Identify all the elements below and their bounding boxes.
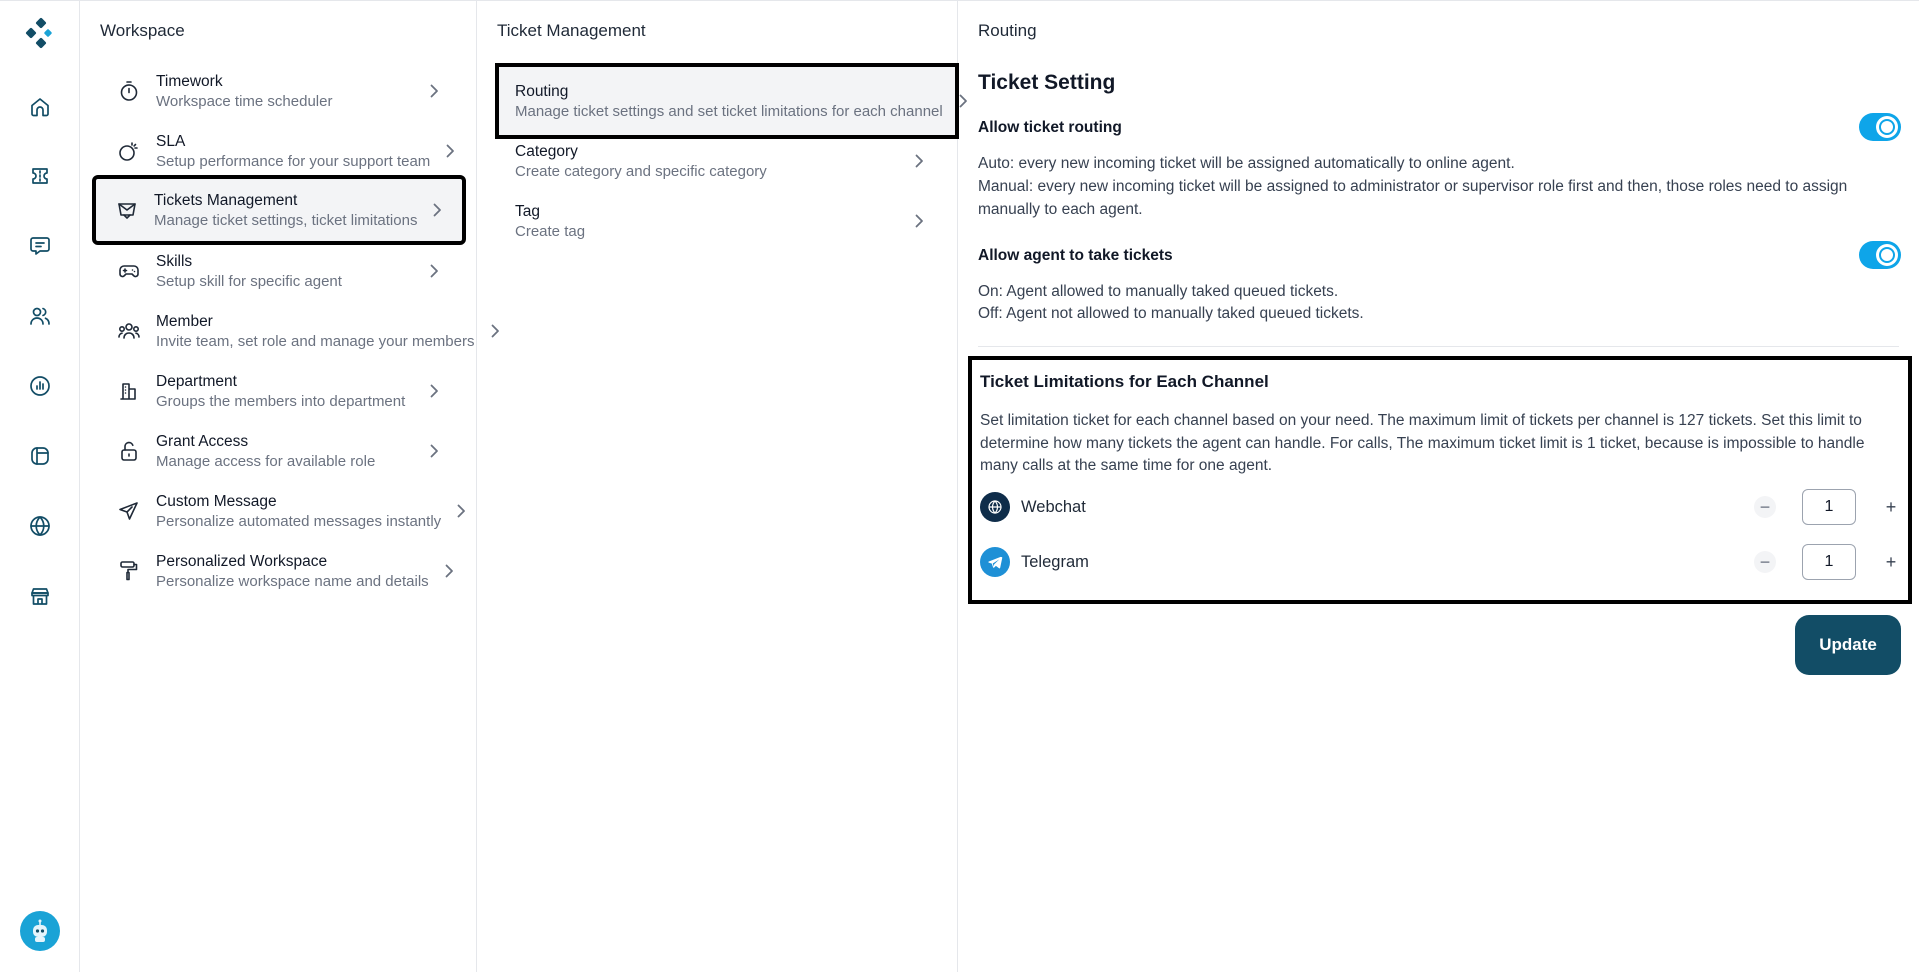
channel-name: Webchat — [1021, 497, 1086, 516]
update-button[interactable]: Update — [1795, 615, 1901, 675]
telegram-icon — [980, 547, 1010, 577]
chevron-right-icon — [424, 381, 444, 401]
ticket-item-tag[interactable] — [497, 193, 947, 249]
report-icon[interactable] — [20, 366, 60, 406]
item-subtitle: Create tag — [515, 222, 586, 240]
workspace-title: Workspace — [100, 21, 185, 40]
item-subtitle: Setup skill for specific agent — [156, 272, 342, 290]
chat-icon[interactable] — [20, 226, 60, 266]
ticket-limitations-description: Set limitation ticket for each channel based on your need. The maximum limit of tickets per channel is 127 tickets. Set this limit to determine how many tickets the agent can handle. For calls, The maximum ticket limit is 1 ticket, because is impossible to handle many calls at the same time for one agent. — [980, 412, 1865, 474]
decrement-button[interactable]: − — [1754, 496, 1776, 518]
chevron-right-icon — [424, 441, 444, 461]
workspace-item-personalized-workspace[interactable] — [96, 543, 462, 599]
workspace-item-sla[interactable] — [96, 123, 462, 179]
chevron-right-icon — [451, 501, 471, 521]
ticket-limitations-section — [968, 356, 1912, 604]
breadcrumb: Routing — [978, 21, 1037, 40]
building-icon — [116, 378, 142, 404]
paint-roller-icon — [116, 558, 142, 584]
item-title: Timework — [156, 72, 223, 90]
ticket-limitations-title: Ticket Limitations for Each Channel — [980, 372, 1269, 391]
item-subtitle: Invite team, set role and manage your members — [156, 332, 475, 350]
ticket-setting-heading: Ticket Setting — [978, 71, 1116, 94]
chevron-right-icon — [909, 211, 929, 231]
workspace-item-department[interactable] — [96, 363, 462, 419]
item-title: Custom Message — [156, 492, 277, 510]
item-subtitle: Setup performance for your support team — [156, 152, 431, 170]
allow-take-tickets-toggle[interactable] — [1859, 241, 1901, 269]
webchat-limit-input[interactable] — [1802, 489, 1856, 525]
gamepad-icon — [116, 258, 142, 284]
globe-icon[interactable] — [20, 506, 60, 546]
chevron-right-icon — [424, 81, 444, 101]
workspace-item-grant-access[interactable] — [96, 423, 462, 479]
section-divider — [978, 346, 1899, 347]
item-title: Member — [156, 312, 213, 330]
item-title: Department — [156, 372, 237, 390]
layout-icon[interactable] — [20, 436, 60, 476]
item-title: Personalized Workspace — [156, 552, 328, 570]
decrement-button[interactable]: − — [1754, 551, 1776, 573]
item-subtitle: Workspace time scheduler — [156, 92, 333, 110]
ticket-item-routing[interactable] — [497, 65, 957, 137]
store-icon[interactable] — [20, 576, 60, 616]
globe-icon — [980, 492, 1010, 522]
allow-routing-toggle[interactable] — [1859, 113, 1901, 141]
chevron-right-icon — [427, 200, 447, 220]
workspace-item-skills[interactable] — [96, 243, 462, 299]
item-subtitle: Manage ticket settings, ticket limitations — [154, 211, 418, 229]
allow-routing-label: Allow ticket routing — [978, 119, 1122, 136]
allow-take-tickets-label: Allow agent to take tickets — [978, 247, 1173, 264]
workspace-item-tickets-management[interactable] — [94, 177, 464, 243]
channel-row-telegram — [980, 546, 1902, 578]
channel-row-webchat — [980, 491, 1902, 523]
item-title: Tag — [515, 202, 540, 220]
members-icon — [116, 318, 142, 344]
bot-avatar[interactable] — [20, 911, 60, 951]
increment-button[interactable]: + — [1885, 552, 1897, 572]
ticket-item-category[interactable] — [497, 133, 947, 189]
chevron-right-icon — [439, 561, 459, 581]
sla-icon — [116, 138, 142, 164]
home-icon[interactable] — [20, 87, 60, 127]
item-subtitle: Manage ticket settings and set ticket limitations for each channel — [515, 102, 943, 120]
increment-button[interactable]: + — [1885, 497, 1897, 517]
workspace-item-member[interactable] — [96, 303, 475, 359]
ticket-icon[interactable] — [20, 156, 60, 196]
chevron-right-icon — [440, 141, 460, 161]
item-subtitle: Create category and specific category — [515, 162, 767, 180]
lock-icon — [116, 438, 142, 464]
routing-detail-panel — [958, 1, 1919, 972]
routing-manual-text: Manual: every new incoming ticket will be assigned to administrator or supervisor role first and then, those roles need to assign manually to each agent. — [978, 178, 1848, 218]
brand-logo[interactable] — [20, 15, 60, 55]
users-icon[interactable] — [20, 296, 60, 336]
ticket-management-title: Ticket Management — [497, 21, 646, 40]
workspace-panel — [80, 1, 477, 972]
chevron-right-icon — [909, 151, 929, 171]
take-tickets-on-text: On: Agent allowed to manually taked queued tickets. — [978, 283, 1339, 300]
item-title: Grant Access — [156, 432, 249, 450]
take-tickets-off-text: Off: Agent not allowed to manually taked queued tickets. — [978, 305, 1364, 322]
icon-rail — [0, 1, 80, 972]
channel-name: Telegram — [1021, 552, 1089, 571]
item-subtitle: Personalize workspace name and details — [156, 572, 429, 590]
item-title: Skills — [156, 252, 193, 270]
item-title: Routing — [515, 82, 569, 100]
item-subtitle: Personalize automated messages instantly — [156, 512, 442, 530]
routing-auto-text: Auto: every new incoming ticket will be assigned automatically to online agent. — [978, 155, 1515, 172]
item-title: Tickets Management — [154, 191, 298, 209]
item-title: SLA — [156, 132, 186, 150]
webchat-stepper — [1754, 489, 1902, 525]
item-subtitle: Groups the members into department — [156, 392, 406, 410]
telegram-stepper — [1754, 544, 1902, 580]
workspace-item-custom-message[interactable] — [96, 483, 462, 539]
chevron-right-icon — [424, 261, 444, 281]
item-subtitle: Manage access for available role — [156, 452, 376, 470]
ticket-management-panel — [477, 1, 958, 972]
telegram-limit-input[interactable] — [1802, 544, 1856, 580]
send-icon — [116, 498, 142, 524]
ticket-management-icon — [114, 197, 140, 223]
item-title: Category — [515, 142, 578, 160]
workspace-item-timework[interactable] — [96, 63, 462, 119]
stopwatch-icon — [116, 78, 142, 104]
